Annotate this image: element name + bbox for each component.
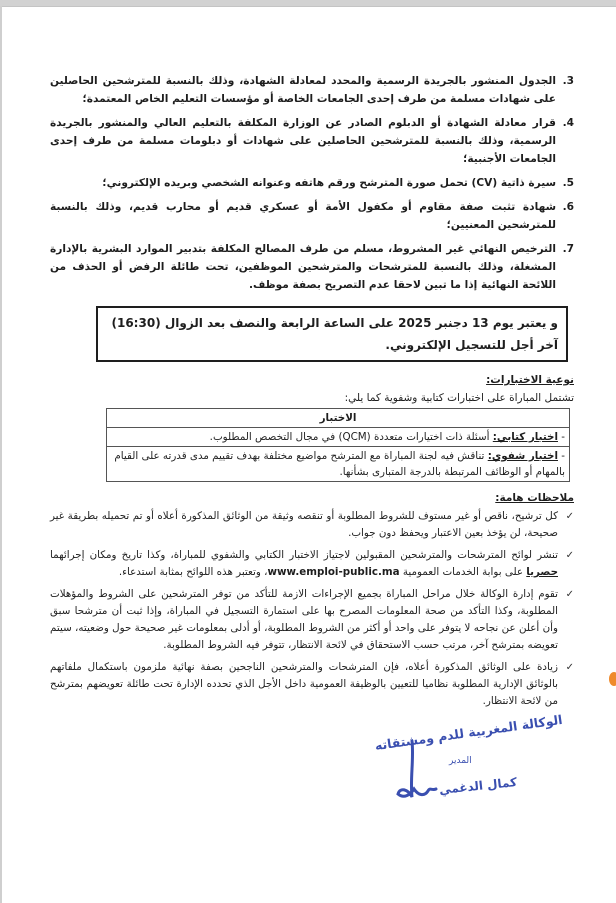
tests-section-title: نوعية الاختبارات: bbox=[486, 374, 574, 386]
note-item: ✓ تنشر لوائح المترشحات والمترشحين المقبولين لاجتياز الاختبار الكتابي والشفوي للمباراة، وكذا تاريخ ومكان إجرائهما حصريا على بوابة الخدمات العمومية www.emploi-public.ma، وتعتبر هذه اللوائح بمثابة استدعاء. bbox=[50, 549, 574, 578]
test-type-label: اختبار شفوي: bbox=[487, 450, 558, 462]
important-notes-list bbox=[50, 508, 574, 715]
note-item: ✓ كل ترشيح، ناقص أو غير مستوف للشروط المطلوبة أو تنقصه وثيقة من الوثائق المذكورة أعلاه أو تم تحميله بطريقة غير صحيحة، لن يؤخذ بعين الاعتبار ويحفظ دون جواب. bbox=[50, 510, 574, 539]
handwritten-signature-icon bbox=[390, 739, 450, 809]
list-item: 3. الجدول المنشور بالجريدة الرسمية والمحدد لمعادلة الشهادة، وذلك بالنسبة للمترشحين الحاصلين على شهادات مسلمة من طرف إحدى الجامعات الخاصة أو مؤسسات التعليم الخاص المعتمدة؛ bbox=[50, 75, 574, 105]
table-row: - اختبار كتابي: أسئلة ذات اختيارات متعددة (QCM) في مجال التخصص المطلوب. bbox=[107, 428, 570, 447]
note-item: ✓ تقوم إدارة الوكالة خلال مراحل المباراة بجميع الإجراءات الازمة للتأكد من توفر المترشحين على الشروط والمؤهلات المطلوبة، وكذا التأكد من صحة المعلومات المصرح بها على استمارة التسجيل في المباراة، وإذا ثبت أن مترشحا سبق وأن أعلن عن نجاحه لا يتوفر على واحد أو أكثر من الشروط المطلوبة، أو أدلى بمعلومات غير صحيحة حول وضعيته، سيتم تعويضه بمترشح آخر، مرتب حسب الاستحقاق في لائحة الانتظار، تتوفر فيه الشروط المطلوبة. bbox=[50, 588, 574, 651]
exclusively-emphasis: حصريا bbox=[526, 566, 558, 578]
tests-table bbox=[106, 408, 570, 482]
tests-table-header: الاختبار bbox=[107, 409, 570, 428]
required-documents-list bbox=[50, 72, 574, 300]
test-type-label: اختبار كتابي: bbox=[492, 431, 558, 443]
list-item: 7. الترخيص النهائي غير المشروط، مسلم من طرف المصالح المكلفة بتدبير الموارد البشرية بالإدارة المشغلة، وذلك بالنسبة للمترشحات والمترشحين الموظفين، تحت طائلة الرفض أو الحذف من اللائحة النهائية إذا ما تبين لاحقا عدم التصريح بصفة موظف. bbox=[50, 243, 574, 291]
stamp-organization: الوكالة المغربية للدم ومشتقاته bbox=[373, 711, 564, 754]
stamp-role: المدير bbox=[449, 756, 472, 766]
stamp-name: كمال الدغمي bbox=[438, 774, 518, 798]
deadline-notice-box: و يعتبر يوم 13 دجنبر 2025 على الساعة الرابعة والنصف بعد الزوال (16:30) آخر أجل للتسجيل الإلكتروني. bbox=[96, 306, 568, 362]
document-page bbox=[0, 6, 616, 903]
list-item: 5. سيرة ذاتية (CV) تحمل صورة المترشح ورقم هاتفه وعنوانه الشخصي وبريده الإلكتروني؛ bbox=[102, 177, 574, 189]
notes-section-title: ملاحظات هامة: bbox=[495, 492, 574, 504]
checkmark-icon: ✓ bbox=[565, 589, 574, 600]
portal-url[interactable]: www.emploi-public.ma bbox=[267, 566, 400, 578]
checkmark-icon: ✓ bbox=[565, 662, 574, 673]
document-body bbox=[50, 72, 574, 819]
table-row: - اختبار شفوي: تناقش فيه لجنة المباراة مع المترشح مواضيع مختلفة بهدف تقييم مدى قدرته على القيام بالمهام أو الوظائف المرتبطة بالدرجة المتبارى بشأنها. bbox=[107, 447, 570, 482]
signature-stamp bbox=[354, 711, 574, 819]
tests-intro: تشتمل المباراة على اختبارات كتابية وشفوية كما يلي: bbox=[344, 392, 574, 404]
list-item: 4. قرار معادلة الشهادة أو الدبلوم الصادر عن الوزارة المكلفة بالتعليم العالي والمنشور بالجريدة الرسمية، وذلك بالنسبة للمترشحين الحاصلين على شهادات أو دبلومات مسلمة من طرف إحدى الجامعات الأجنبية؛ bbox=[50, 117, 574, 165]
edge-marker-icon bbox=[609, 672, 616, 686]
list-item: 6. شهادة تثبت صفة مقاوم أو مكفول الأمة أو عسكري قديم أو محارب قديم، وذلك بالنسبة للمترشحين المعنيين؛ bbox=[50, 201, 574, 231]
checkmark-icon: ✓ bbox=[565, 550, 574, 561]
note-item: ✓ زيادة على الوثائق المذكورة أعلاه، فإن المترشحات والمترشحين الناجحين بصفة نهائية ملزمون باستكمال ملفاتهم بالوثائق الإدارية المطلوبة نظاميا للتعيين بالوظيفة العمومية داخل الأجل الذي تحدده الإدارة تحت طائلة تعويضهم بمترشح من لائحة الانتظار. bbox=[50, 661, 574, 707]
checkmark-icon: ✓ bbox=[565, 511, 574, 522]
